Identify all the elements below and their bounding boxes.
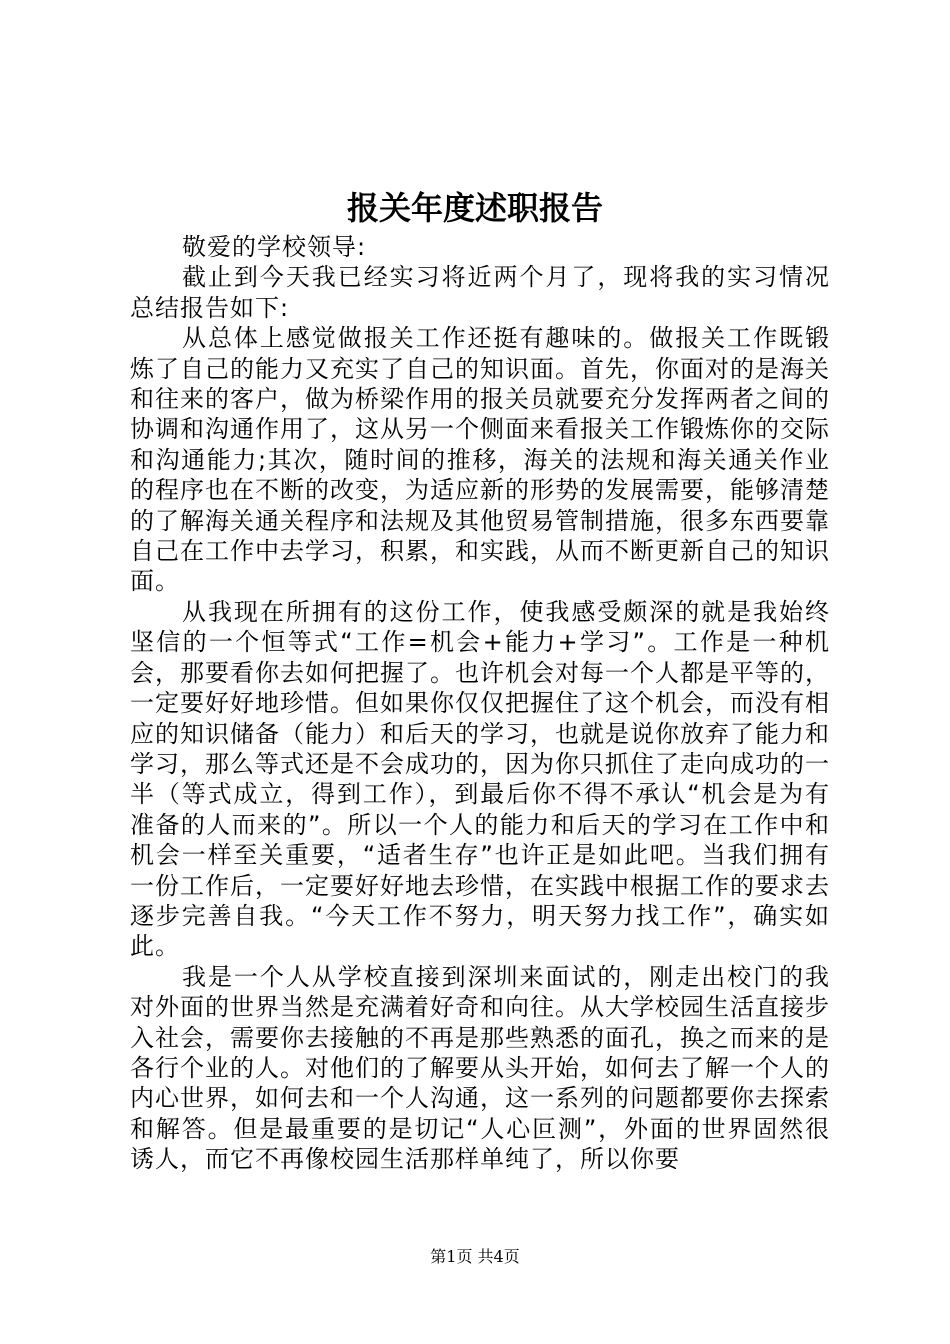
page-footer: 第1页 共4页 xyxy=(430,1247,520,1266)
paragraph-1: 截止到今天我已经实习将近两个月了，现将我的实习情况总结报告如下: xyxy=(130,263,830,322)
paragraph-2: 从总体上感觉做报关工作还挺有趣味的。做报关工作既锻炼了自己的能力又充实了自己的知识面。首先，你面对的是海关和往来的客户，做为桥梁作用的报关员就要充分发挥两者之间的协调和沟通作用了，这从另一个侧面来看报关工作锻炼你的交际和沟通能力;其次，随时间的推移，海关的法规和海关通关作业的程序也在不断的改变，为适应新的形势的发展需要，能够清楚的了解海关通关程序和法规及其他贸易管制措施，很多东西要靠自己在工作中去学习，积累，和实践，从而不断更新自己的知识面。 xyxy=(130,324,830,596)
document-title: 报关年度述职报告 xyxy=(346,189,603,227)
salutation: 敬爱的学校领导: xyxy=(182,233,367,261)
document-body xyxy=(130,232,830,1175)
paragraph-3: 从我现在所拥有的这份工作，使我感受颇深的就是我始终坚信的一个恒等式“工作=机会+能力+学习”。工作是一种机会，那要看你去如何把握了。也许机会对每一个人都是平等的，一定要好好地珍惜。但如果你仅仅把握住了这个机会，而没有相应的知识储备（能力）和后天的学习，也就是说你放弃了能力和学习，那么等式还是不会成功的，因为你只抓住了走向成功的一半（等式成立，得到工作），到最后你不得不承认“机会是为有准备的人而来的”。所以一个人的能力和后天的学习在工作中和机会一样至关重要，“适者生存”也许正是如此吧。当我们拥有一份工作后，一定要好好地去珍惜，在实践中根据工作的要求去逐步完善自我。“今天工作不努力，明天努力找工作”，确实如此。 xyxy=(130,597,830,961)
paragraph-4: 我是一个人从学校直接到深圳来面试的，刚走出校门的我对外面的世界当然是充满着好奇和向往。从大学校园生活直接步入社会，需要你去接触的不再是那些熟悉的面孔，换之而来的是各行个业的人。对他们的了解要从头开始，如何去了解一个人的内心世界，如何去和一个人沟通，这一系列的问题都要你去探索和解答。但是最重要的是切记“人心叵测”，外面的世界固然很诱人，而它不再像校园生活那样单纯了，所以你要 xyxy=(130,962,830,1174)
